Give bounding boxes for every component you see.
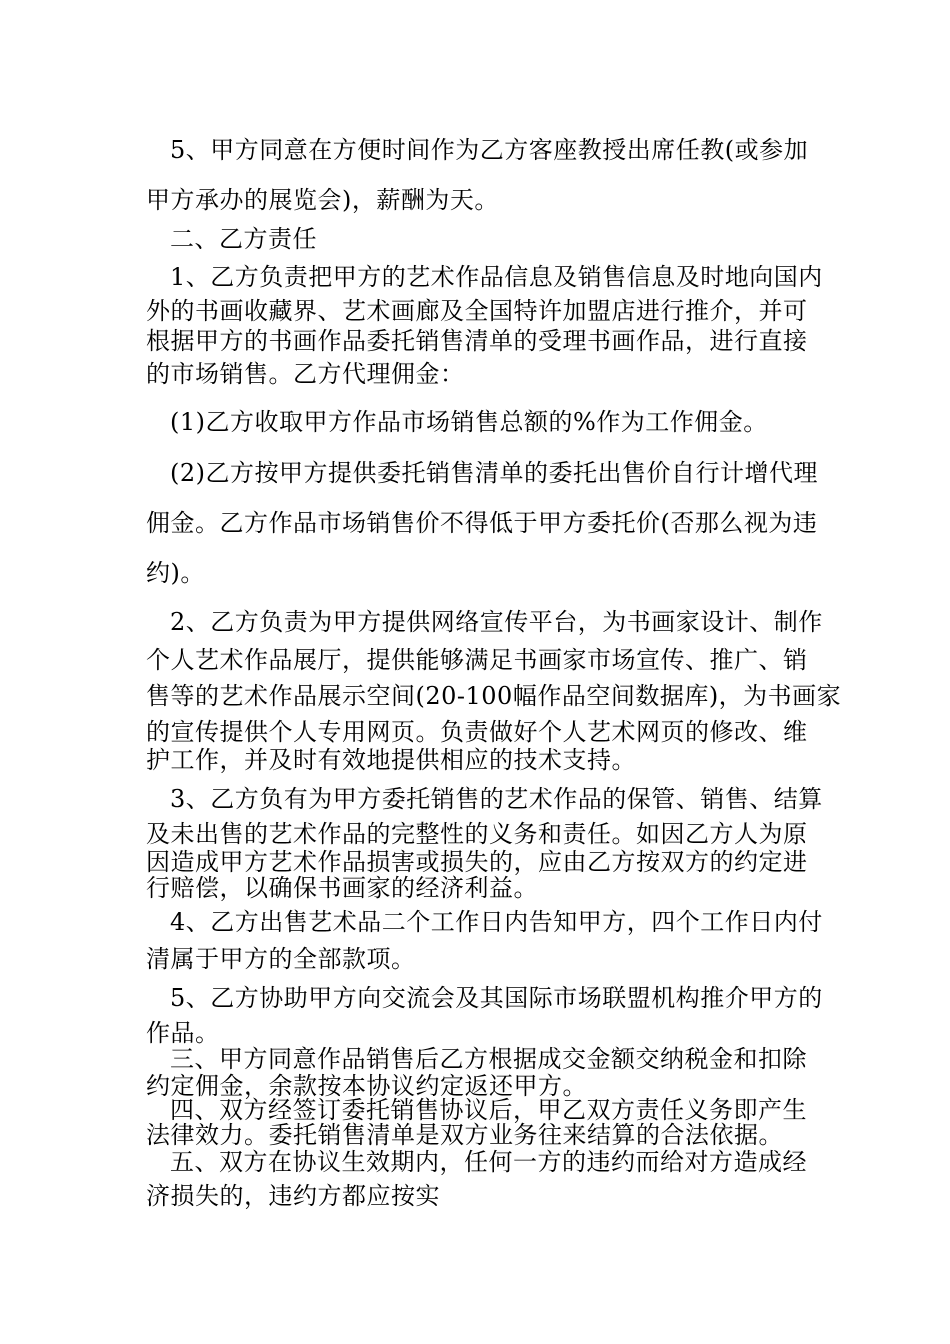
- text-line: 3、乙方负有为甲方委托销售的艺术作品的保管、销售、结算: [170, 785, 823, 813]
- section-heading: 三、甲方同意作品销售后乙方根据成交金额交纳税金和扣除: [170, 1045, 807, 1073]
- text-line: 佣金。乙方作品市场销售价不得低于甲方委托价(否那么视为违: [146, 509, 818, 537]
- text-line: 及未出售的艺术作品的完整性的义务和责任。如因乙方人为原: [146, 820, 808, 848]
- section-heading: 二、乙方责任: [170, 225, 317, 253]
- text-line: 济损失的，违约方都应按实: [146, 1182, 440, 1210]
- section-heading: 五、双方在协议生效期内，任何一方的违约而给对方造成经: [170, 1148, 807, 1176]
- text-line: 5、乙方协助甲方向交流会及其国际市场联盟机构推介甲方的: [170, 984, 823, 1012]
- text-line: 的市场销售。乙方代理佣金：: [146, 360, 465, 388]
- text-line: 行赔偿，以确保书画家的经济利益。: [146, 874, 538, 902]
- text-line: 4、乙方出售艺术品二个工作日内告知甲方，四个工作日内付: [170, 908, 823, 936]
- text-line: 售等的艺术作品展示空间(20-100幅作品空间数据库)，为书画家: [146, 682, 842, 710]
- text-line: 根据甲方的书画作品委托销售清单的受理书画作品，进行直接: [146, 327, 808, 355]
- text-line: 约)。: [146, 559, 205, 587]
- text-line: 法律效力。委托销售清单是双方业务往来结算的合法依据。: [146, 1121, 783, 1149]
- text-line: 约定佣金，余款按本协议约定返还甲方。: [146, 1072, 587, 1100]
- text-line: 护工作，并及时有效地提供相应的技术支持。: [146, 746, 636, 774]
- text-line: 2、乙方负责为甲方提供网络宣传平台，为书画家设计、制作: [170, 608, 823, 636]
- section-heading: 四、双方经签订委托销售协议后，甲乙双方责任义务即产生: [170, 1096, 807, 1124]
- text-line: 因造成甲方艺术作品损害或损失的，应由乙方按双方的约定进: [146, 848, 808, 876]
- text-line: 个人艺术作品展厅，提供能够满足书画家市场宣传、推广、销: [146, 646, 808, 674]
- text-line: 清属于甲方的全部款项。: [146, 945, 416, 973]
- text-line: (2)乙方按甲方提供委托销售清单的委托出售价自行计增代理: [170, 459, 818, 487]
- text-line: 甲方承办的展览会)，薪酬为天。: [146, 186, 499, 214]
- text-line: 外的书画收藏界、艺术画廊及全国特许加盟店进行推介，并可: [146, 297, 808, 325]
- text-line: 5、甲方同意在方便时间作为乙方客座教授出席任教(或参加: [170, 136, 809, 164]
- text-line: 作品。: [146, 1019, 220, 1047]
- text-line: 1、乙方负责把甲方的艺术作品信息及销售信息及时地向国内: [170, 263, 823, 291]
- text-line: (1)乙方收取甲方作品市场销售总额的%作为工作佣金。: [170, 408, 768, 436]
- text-line: 的宣传提供个人专用网页。负责做好个人艺术网页的修改、维: [146, 718, 808, 746]
